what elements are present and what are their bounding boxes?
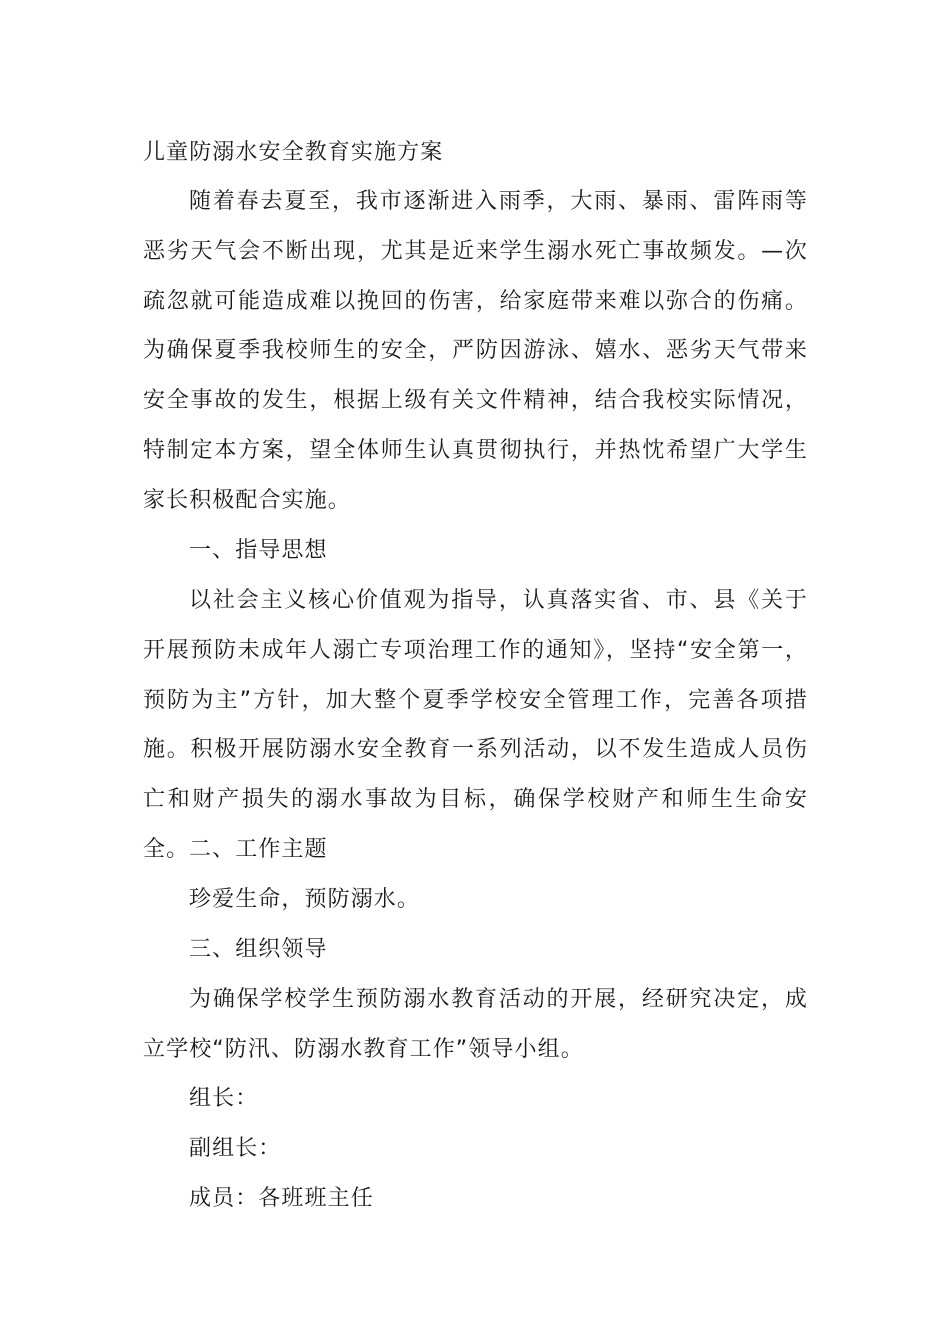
section-heading-organization: 三、组织领导 [189, 937, 328, 962]
document-title: 儿童防溺水安全教育实施方案 [143, 140, 444, 165]
work-theme-paragraph: 珍爱生命，预防溺水。 [189, 887, 421, 912]
guiding-ideology-paragraph: 以社会主义核心价值观为指导，认真落实省、市、县《关于开展预防未成年人溺亡专项治理工作的通知》，坚持“安全第一，预防为主”方针，加大整个夏季学校安全管理工作，完善各项措施。积极开展防溺水安全教育一系列活动，以不发生造成人员伤亡和财产损失的溺水事故为目标，确保学校财产和师生生命安全。 [143, 588, 808, 862]
section-heading-work-theme: 二、工作主题 [189, 837, 328, 862]
organization-paragraph: 为确保学校学生预防溺水教育活动的开展，经研究决定，成立学校“防汛、防溺水教育工作”领导小组。 [143, 987, 808, 1062]
section-heading-guiding-ideology: 一、指导思想 [189, 538, 328, 563]
intro-paragraph: 随着春去夏至，我市逐渐进入雨季，大雨、暴雨、雷阵雨等恶劣天气会不断出现，尤其是近来学生溺水死亡事故频发。—次疏忽就可能造成难以挽回的伤害，给家庭带来难以弥合的伤痛。为确保夏季我校师生的安全，严防因游泳、嬉水、恶劣天气带来安全事故的发生，根据上级有关文件精神，结合我校实际情况，特制定本方案，望全体师生认真贯彻执行，并热忱希望广大学生家长积极配合实施。 [143, 189, 808, 513]
leader-line: 组长： [189, 1086, 259, 1111]
members-line: 成员：各班班主任 [189, 1186, 374, 1211]
deputy-leader-line: 副组长： [189, 1136, 282, 1161]
